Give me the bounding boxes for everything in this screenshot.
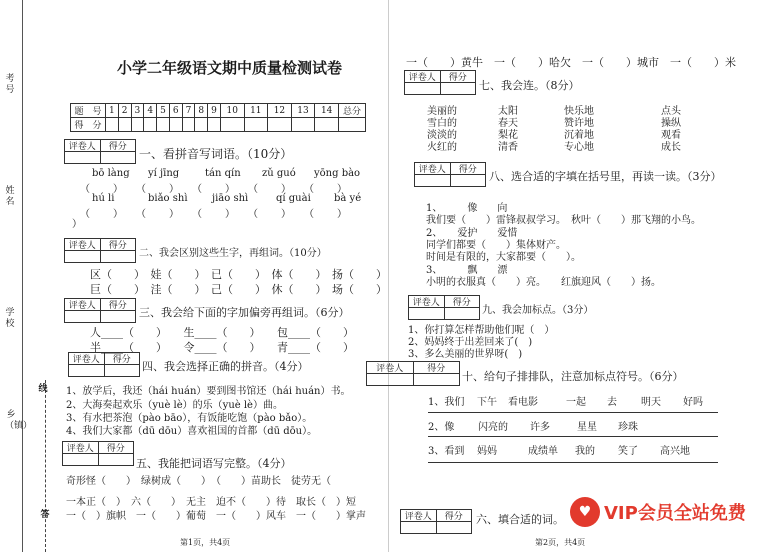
match-col4-3: 观看 <box>661 130 681 141</box>
pinyin-9: qí guài <box>276 193 311 204</box>
section-9-line-2[interactable]: 2、妈妈终于出差回来了( ) <box>408 337 533 348</box>
pinyin-8: jiāo shì <box>212 193 249 204</box>
score-table <box>70 103 366 132</box>
s10-r3-w3: 成绩单 <box>528 446 558 457</box>
scorer-box: 评卷人 得分 <box>64 298 136 323</box>
match-col2-3: 梨花 <box>498 130 518 141</box>
scorer-box: 评卷人 得分 <box>68 352 140 377</box>
s10-r1-w4: 一起 <box>566 397 586 408</box>
vip-text: VIP会员全站免费 <box>604 503 746 524</box>
binding-label-exam-no: 考号 <box>5 74 15 95</box>
s10-r2-w1: 2、像 <box>428 422 455 433</box>
score-header-cell: 题 号 <box>71 104 106 118</box>
pinyin-2: yí jīng <box>148 168 180 179</box>
s10-r3-w2: 妈妈 <box>477 446 497 457</box>
section-8-line-6: 3、 飘 漂 <box>426 265 508 276</box>
match-col1-4: 火红的 <box>427 142 457 153</box>
section-5-line-1[interactable]: 奇形怪（ ） 绿树成（ ） （ ）苗助长 徒劳无（ <box>66 476 331 487</box>
match-col1-1: 美丽的 <box>427 106 457 117</box>
score-header-cell: 8 <box>195 104 208 118</box>
s10-r1-w2: 下午 <box>477 397 497 408</box>
section-8-line-2[interactable]: 我们要（ ）雷锋叔叔学习。 秋叶（ ）那飞翔的小鸟。 <box>426 215 701 226</box>
vip-logo-icon: ♥ <box>570 497 600 527</box>
paren-row-1[interactable]: （ ） （ ） （ ） （ ） （ ） <box>80 184 348 195</box>
s10-r2-w2: 闪亮的 <box>478 422 508 433</box>
pinyin-3: tán qín <box>205 168 241 179</box>
match-col3-2: 赞许地 <box>564 118 594 129</box>
score-header-cell: 4 <box>144 104 157 118</box>
right-top-line[interactable]: 一（ ）黄牛 一（ ）哈欠 一（ ）城市 一（ ）米 <box>406 56 736 69</box>
match-col4-2: 操纵 <box>661 118 681 129</box>
section-8-line-4[interactable]: 同学们都要（ ）集体财产。 <box>426 240 566 251</box>
scorer-box: 评卷人 得分 <box>414 162 486 187</box>
match-col2-4: 清香 <box>498 142 518 153</box>
section-8-heading: 八、选合适的字填在括号里，再读一读。（3分） <box>489 170 722 183</box>
match-col1-3: 淡淡的 <box>427 130 457 141</box>
s10-r2-w3: 许多 <box>530 422 550 433</box>
footer-left: 第1页，共4页 <box>180 538 231 547</box>
section-8-line-7[interactable]: 小明的衣服真（ ）亮。 红旗迎风（ ）扬。 <box>426 277 661 288</box>
section-2-heading: 二、我会区别这些生字，再组词。（10分） <box>139 248 327 259</box>
section-5-heading: 五、我能把词语写完整。（4分） <box>136 457 292 470</box>
page-title: 小学二年级语文期中质量检测试卷 <box>117 59 343 77</box>
score-header-cell: 12 <box>268 104 292 118</box>
pinyin-5: yōng bào <box>314 168 361 179</box>
section-9-line-3[interactable]: 3、多么美丽的世界呀( ) <box>408 349 523 360</box>
s10-r1-w3: 看电影 <box>508 397 538 408</box>
pinyin-1: bō làng <box>92 168 130 179</box>
match-col2-1: 太阳 <box>498 106 518 117</box>
section-4-line-1: 1、放学后，我还（hái huán）要到图书馆还（hái huán）书。 <box>66 386 351 397</box>
section-5-line-2[interactable]: 一本正（ ） 六（ ） 无主 迫不（ ）待 取长（ ）短 <box>66 497 356 508</box>
scorer-box: 评卷人 得分 <box>366 361 460 386</box>
paren-row-2[interactable]: （ ） （ ） （ ） （ ） （ ） <box>80 209 348 220</box>
vip-banner[interactable] <box>570 494 755 530</box>
match-col1-2: 雪白的 <box>427 118 457 129</box>
match-col3-1: 快乐地 <box>564 106 594 117</box>
s10-r2-w5: 珍珠 <box>618 422 638 433</box>
section-2-row-1[interactable]: 区（ ） 娃（ ） 已（ ） 体（ ） 扬（ ） <box>90 268 387 281</box>
match-col4-4: 成长 <box>661 142 681 153</box>
score-header-cell: 1 <box>106 104 119 118</box>
pinyin-6: hú li <box>92 193 115 204</box>
section-9-heading: 九、我会加标点。（3分） <box>482 305 594 316</box>
s10-r3-w6: 高兴地 <box>660 446 690 457</box>
section-3-heading: 三、我会给下面的字加偏旁再组词。（6分） <box>139 306 350 319</box>
paren-tail: ） <box>72 219 82 230</box>
s10-r1-w7: 好吗 <box>683 397 703 408</box>
s10-r1-w1: 1、我们 <box>428 397 465 408</box>
section-4-line-2: 2、大海奏起欢乐（yuè lè）的乐（yuè lè）曲。 <box>66 400 283 411</box>
scorer-box: 评卷人 得分 <box>64 139 136 164</box>
section-7-heading: 七、我会连。（8分） <box>479 79 580 92</box>
section-4-line-4: 4、我们大家都（dū dōu）喜欢祖国的首都（dū dōu）。 <box>66 426 318 437</box>
pinyin-4: zǔ guó <box>262 168 296 179</box>
section-9-line-1[interactable]: 1、你打算怎样帮助他们呢（ ） <box>408 325 555 336</box>
footer-right: 第2页，共4页 <box>535 538 586 547</box>
score-header-cell: 6 <box>169 104 182 118</box>
scorer-box: 评卷人 得分 <box>408 295 480 320</box>
binding-line-char: 线 <box>38 384 48 394</box>
section-8-line-3: 2、 爱护 爱惜 <box>426 228 518 239</box>
s10-r3-w1: 3、看到 <box>428 446 465 457</box>
score-header-cell: 2 <box>118 104 131 118</box>
section-3-row-2[interactable]: 半____（ ） 令____（ ） 青____（ ） <box>90 341 354 354</box>
section-8-line-5[interactable]: 时间是有限的，大家都要（ ）。 <box>426 252 581 263</box>
score-header-cell: 5 <box>157 104 170 118</box>
binding-label-town: 乡（镇） <box>5 410 33 431</box>
scorer-box: 评卷人 得分 <box>62 441 134 466</box>
scorer-box: 评卷人 得分 <box>404 70 476 95</box>
pinyin-7: biǎo shì <box>148 193 188 204</box>
match-col3-4: 专心地 <box>564 142 594 153</box>
s10-r1-w5: 去 <box>607 397 617 408</box>
score-row-label: 得 分 <box>71 118 106 132</box>
match-col3-3: 沉着地 <box>564 130 594 141</box>
s10-r1-w6: 明天 <box>641 397 661 408</box>
match-col4-1: 点头 <box>661 106 681 117</box>
scorer-box: 评卷人 得分 <box>64 238 136 263</box>
section-4-heading: 四、我会选择正确的拼音。（4分） <box>142 360 309 373</box>
score-header-cell: 9 <box>208 104 221 118</box>
section-3-row-1[interactable]: 人____（ ） 生____（ ） 包____（ ） <box>90 326 354 339</box>
section-1-heading: 一、看拼音写词语。（10分） <box>139 147 293 161</box>
binding-label-name: 姓名 <box>5 186 15 207</box>
score-header-cell: 14 <box>315 104 339 118</box>
score-header-cell: 11 <box>244 104 268 118</box>
score-header-cell: 3 <box>131 104 144 118</box>
s10-r3-w4: 我的 <box>575 446 595 457</box>
s10-r3-w5: 笑了 <box>618 446 638 457</box>
section-2-row-2[interactable]: 巨（ ） 洼（ ） 己（ ） 休（ ） 场（ ） <box>90 283 387 296</box>
section-8-line-1: 1、 像 向 <box>426 203 508 214</box>
score-header-cell: 13 <box>291 104 315 118</box>
binding-answer-char: 答 <box>40 510 50 520</box>
s10-r2-w4: 星星 <box>577 422 597 433</box>
section-5-line-3[interactable]: 一（ ）旗帜 一（ ）葡萄 一（ ）风车 一（ ）掌声 <box>66 511 366 522</box>
binding-label-school: 学校 <box>5 308 15 329</box>
score-header-cell: 总分 <box>339 104 366 118</box>
match-col2-2: 春天 <box>498 118 518 129</box>
section-6-heading: 六、填合适的词。 <box>476 513 564 526</box>
score-header-cell: 10 <box>220 104 244 118</box>
score-header-cell: 7 <box>182 104 195 118</box>
scorer-box: 评卷人 得分 <box>400 509 472 534</box>
section-4-line-3: 3、有水把茶泡（pào bāo），有饭能吃饱（pào bǎo）。 <box>66 413 313 424</box>
pinyin-10: bà yé <box>334 193 362 204</box>
section-10-heading: 十、给句子排排队，注意加标点符号。（6分） <box>462 370 684 383</box>
